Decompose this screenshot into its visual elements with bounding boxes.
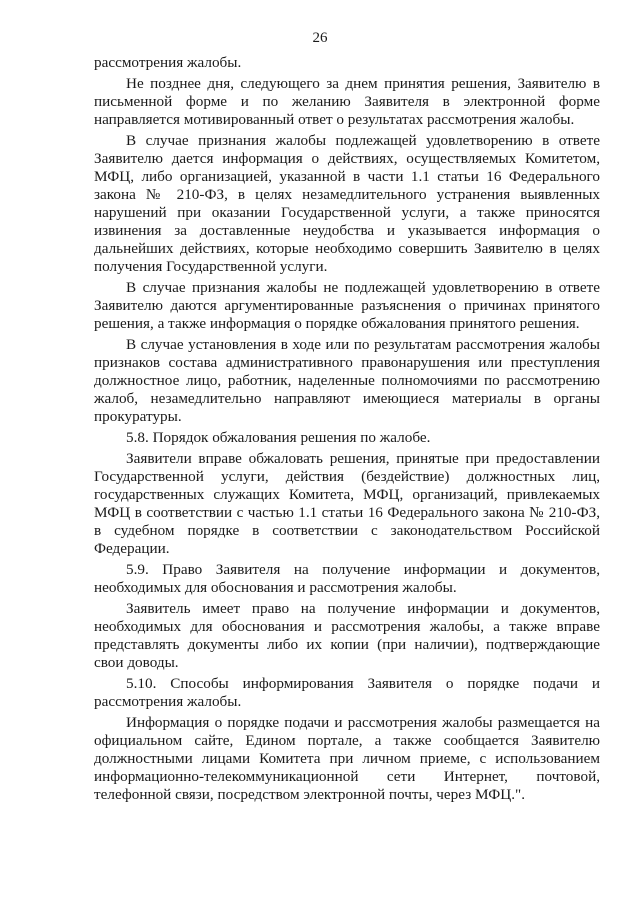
paragraph-3: В случае признания жалобы подлежащей удовлетворению в ответе Заявителю дается информация о действиях, осуществляемых Комитетом, МФЦ, либо организацией, указанной в части 1.1 статьи 16 Федерального закона № 210-ФЗ, в целях незамедлительного устранения выявленных нарушений при оказании Государственной услуги, а также приносятся извинения за доставленные неудобства и указывается информация о дальнейших действиях, которые необходимо совершить Заявителю в целях получения Государственной услуги. (94, 132, 600, 275)
page-number: 26 (312, 30, 328, 46)
paragraph-7: Заявители вправе обжаловать решения, принятые при предоставлении Государственной услуги, действия (бездействие) должностных лиц, государственных служащих Комитета, МФЦ, организаций, привлекаемых МФЦ в соответствии с частью 1.1 статьи 16 Федерального закона № 210-ФЗ, в судебном порядке в соответствии с законодательством Российской Федерации. (94, 450, 600, 557)
paragraph-2: Не позднее дня, следующего за днем принятия решения, Заявителю в письменной форме и по желанию Заявителя в электронной форме направляется мотивированный ответ о результатах рассмотрения жалобы. (94, 75, 600, 128)
section-heading-5-8: 5.8. Порядок обжалования решения по жалобе. (126, 429, 431, 446)
paragraph-1: рассмотрения жалобы. (94, 54, 242, 71)
paragraph-4: В случае признания жалобы не подлежащей удовлетворению в ответе Заявителю даются аргументированные разъяснения о причинах принятого решения, а также информация о порядке обжалования принятого решения. (94, 279, 600, 332)
document-body (94, 54, 600, 804)
paragraph-9: Заявитель имеет право на получение информации и документов, необходимых для обоснования и рассмотрения жалобы, а также вправе представлять документы либо их копии (при наличии), подтверждающие свои доводы. (94, 600, 600, 671)
paragraph-5: В случае установления в ходе или по результатам рассмотрения жалобы признаков состава административного правонарушения или преступления должностное лицо, работник, наделенные полномочиями по рассмотрению жалоб, незамедлительно направляют имеющиеся материалы в органы прокуратуры. (94, 336, 600, 425)
paragraph-11: Информация о порядке подачи и рассмотрения жалобы размещается на официальном сайте, Едином портале, а также сообщается Заявителю должностными лицами Комитета при личном приеме, с использованием информационно-телекоммуникационной сети Интернет, почтовой, телефонной связи, посредством электронной почты, через МФЦ.". (94, 714, 600, 803)
section-heading-5-10: 5.10. Способы информирования Заявителя о порядке подачи и рассмотрения жалобы. (94, 675, 600, 710)
section-heading-5-9: 5.9. Право Заявителя на получение информации и документов, необходимых для обоснования и рассмотрения жалобы. (94, 561, 600, 596)
